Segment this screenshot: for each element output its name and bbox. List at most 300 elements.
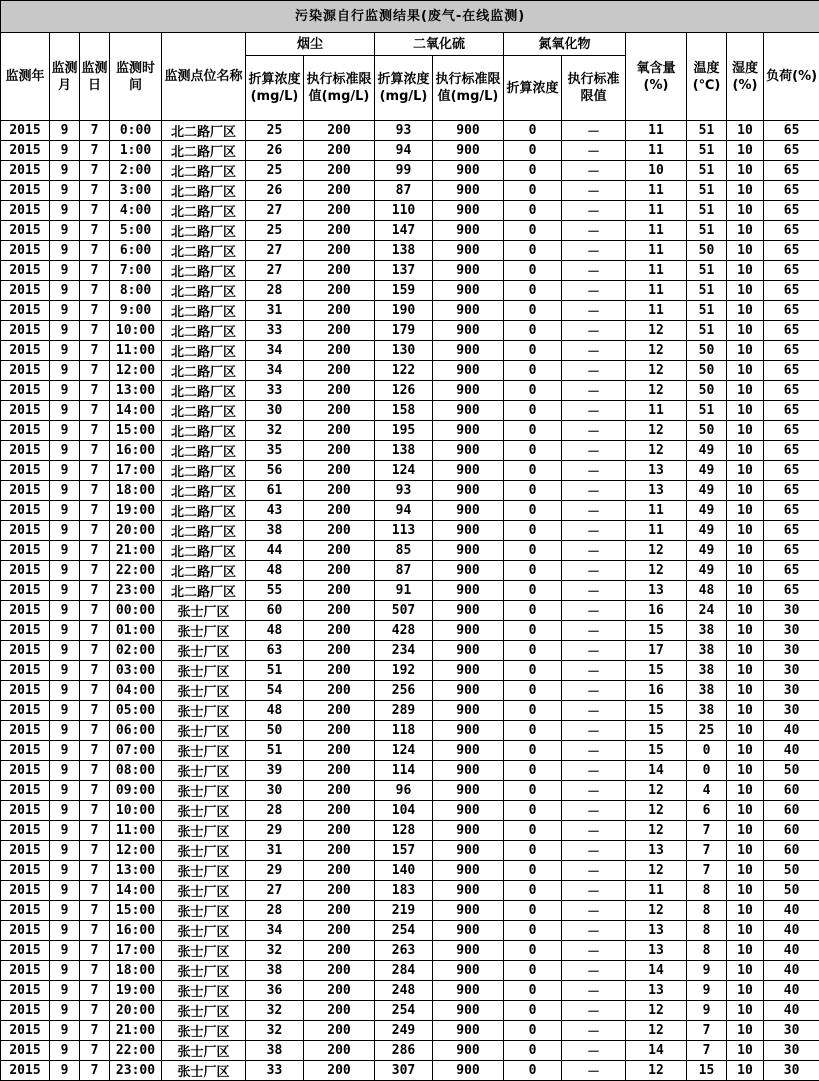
cell-so2-limit: 900 xyxy=(433,1001,504,1021)
cell-load: 30 xyxy=(764,1041,819,1061)
cell-so2-conc: 104 xyxy=(375,801,433,821)
cell-site: 张士厂区 xyxy=(162,881,246,901)
cell-nox-limit: － xyxy=(562,441,626,461)
cell-load: 65 xyxy=(764,521,819,541)
cell-humidity: 10 xyxy=(727,701,764,721)
cell-humidity: 10 xyxy=(727,521,764,541)
cell-humidity: 10 xyxy=(727,141,764,161)
cell-load: 40 xyxy=(764,981,819,1001)
cell-time: 08:00 xyxy=(110,761,162,781)
cell-time: 06:00 xyxy=(110,721,162,741)
cell-time: 13:00 xyxy=(110,861,162,881)
cell-site: 北二路厂区 xyxy=(162,321,246,341)
cell-nox-conc: 0 xyxy=(504,341,562,361)
cell-oxygen: 12 xyxy=(626,781,687,801)
cell-month: 9 xyxy=(50,1021,80,1041)
cell-so2-limit: 900 xyxy=(433,541,504,561)
cell-nox-limit: － xyxy=(562,281,626,301)
cell-so2-limit: 900 xyxy=(433,581,504,601)
cell-smoke-conc: 27 xyxy=(246,241,304,261)
cell-smoke-conc: 51 xyxy=(246,741,304,761)
cell-nox-conc: 0 xyxy=(504,261,562,281)
cell-so2-conc: 113 xyxy=(375,521,433,541)
cell-temperature: 51 xyxy=(687,261,727,281)
header-smoke-group: 烟尘 xyxy=(246,33,375,56)
cell-nox-limit: － xyxy=(562,761,626,781)
cell-humidity: 10 xyxy=(727,821,764,841)
cell-year: 2015 xyxy=(1,181,50,201)
cell-so2-conc: 190 xyxy=(375,301,433,321)
cell-year: 2015 xyxy=(1,381,50,401)
cell-time: 20:00 xyxy=(110,521,162,541)
cell-load: 65 xyxy=(764,581,819,601)
cell-day: 7 xyxy=(80,481,110,501)
cell-site: 北二路厂区 xyxy=(162,381,246,401)
cell-nox-limit: － xyxy=(562,261,626,281)
cell-month: 9 xyxy=(50,901,80,921)
cell-nox-conc: 0 xyxy=(504,421,562,441)
cell-nox-conc: 0 xyxy=(504,361,562,381)
cell-time: 12:00 xyxy=(110,841,162,861)
cell-load: 40 xyxy=(764,741,819,761)
cell-smoke-conc: 25 xyxy=(246,121,304,141)
cell-so2-conc: 286 xyxy=(375,1041,433,1061)
cell-temperature: 51 xyxy=(687,301,727,321)
cell-smoke-conc: 38 xyxy=(246,1041,304,1061)
cell-oxygen: 12 xyxy=(626,861,687,881)
cell-smoke-limit: 200 xyxy=(304,261,375,281)
cell-site: 北二路厂区 xyxy=(162,301,246,321)
cell-so2-limit: 900 xyxy=(433,361,504,381)
cell-year: 2015 xyxy=(1,641,50,661)
cell-humidity: 10 xyxy=(727,1061,764,1081)
cell-so2-limit: 900 xyxy=(433,201,504,221)
cell-nox-limit: － xyxy=(562,381,626,401)
cell-nox-conc: 0 xyxy=(504,901,562,921)
cell-oxygen: 15 xyxy=(626,661,687,681)
table-row xyxy=(1,901,819,921)
cell-oxygen: 15 xyxy=(626,701,687,721)
header-time: 监测时间 xyxy=(110,33,162,121)
cell-load: 60 xyxy=(764,841,819,861)
table-row xyxy=(1,321,819,341)
cell-so2-conc: 284 xyxy=(375,961,433,981)
table-row xyxy=(1,961,819,981)
cell-so2-limit: 900 xyxy=(433,1041,504,1061)
cell-year: 2015 xyxy=(1,521,50,541)
cell-site: 张士厂区 xyxy=(162,1041,246,1061)
cell-time: 17:00 xyxy=(110,461,162,481)
cell-day: 7 xyxy=(80,341,110,361)
cell-day: 7 xyxy=(80,221,110,241)
cell-year: 2015 xyxy=(1,481,50,501)
cell-load: 50 xyxy=(764,761,819,781)
cell-smoke-limit: 200 xyxy=(304,141,375,161)
cell-oxygen: 12 xyxy=(626,1021,687,1041)
cell-temperature: 48 xyxy=(687,581,727,601)
cell-temperature: 0 xyxy=(687,741,727,761)
cell-oxygen: 12 xyxy=(626,1061,687,1081)
cell-so2-conc: 192 xyxy=(375,661,433,681)
cell-load: 65 xyxy=(764,441,819,461)
cell-so2-conc: 254 xyxy=(375,921,433,941)
cell-month: 9 xyxy=(50,861,80,881)
cell-site: 张士厂区 xyxy=(162,961,246,981)
cell-smoke-limit: 200 xyxy=(304,321,375,341)
table-row xyxy=(1,1001,819,1021)
cell-time: 05:00 xyxy=(110,701,162,721)
cell-time: 15:00 xyxy=(110,901,162,921)
cell-smoke-limit: 200 xyxy=(304,181,375,201)
cell-oxygen: 13 xyxy=(626,921,687,941)
header-so2-conc: 折算浓度(mg/L) xyxy=(375,56,433,121)
cell-oxygen: 12 xyxy=(626,821,687,841)
cell-oxygen: 11 xyxy=(626,281,687,301)
cell-oxygen: 12 xyxy=(626,421,687,441)
cell-oxygen: 11 xyxy=(626,881,687,901)
table-row xyxy=(1,941,819,961)
cell-so2-conc: 91 xyxy=(375,581,433,601)
cell-nox-conc: 0 xyxy=(504,281,562,301)
cell-month: 9 xyxy=(50,741,80,761)
cell-temperature: 38 xyxy=(687,681,727,701)
table-row xyxy=(1,401,819,421)
cell-smoke-limit: 200 xyxy=(304,721,375,741)
cell-so2-limit: 900 xyxy=(433,661,504,681)
cell-year: 2015 xyxy=(1,941,50,961)
header-oxygen: 氧含量(%) xyxy=(626,33,687,121)
cell-so2-limit: 900 xyxy=(433,681,504,701)
cell-smoke-limit: 200 xyxy=(304,461,375,481)
header-year: 监测年 xyxy=(1,33,50,121)
cell-nox-conc: 0 xyxy=(504,921,562,941)
cell-month: 9 xyxy=(50,441,80,461)
cell-humidity: 10 xyxy=(727,761,764,781)
cell-load: 65 xyxy=(764,121,819,141)
cell-oxygen: 12 xyxy=(626,361,687,381)
cell-nox-conc: 0 xyxy=(504,781,562,801)
cell-load: 30 xyxy=(764,1021,819,1041)
cell-day: 7 xyxy=(80,541,110,561)
cell-year: 2015 xyxy=(1,921,50,941)
cell-so2-limit: 900 xyxy=(433,741,504,761)
cell-so2-conc: 234 xyxy=(375,641,433,661)
cell-load: 65 xyxy=(764,481,819,501)
cell-year: 2015 xyxy=(1,141,50,161)
cell-nox-limit: － xyxy=(562,321,626,341)
cell-month: 9 xyxy=(50,941,80,961)
cell-load: 65 xyxy=(764,461,819,481)
cell-nox-limit: － xyxy=(562,961,626,981)
cell-site: 张士厂区 xyxy=(162,901,246,921)
table-body xyxy=(1,121,819,1081)
cell-smoke-conc: 61 xyxy=(246,481,304,501)
cell-year: 2015 xyxy=(1,1041,50,1061)
cell-time: 11:00 xyxy=(110,821,162,841)
cell-month: 9 xyxy=(50,661,80,681)
table-row xyxy=(1,861,819,881)
cell-site: 北二路厂区 xyxy=(162,421,246,441)
cell-humidity: 10 xyxy=(727,481,764,501)
cell-oxygen: 15 xyxy=(626,741,687,761)
cell-so2-conc: 138 xyxy=(375,241,433,261)
cell-smoke-limit: 200 xyxy=(304,241,375,261)
cell-nox-conc: 0 xyxy=(504,321,562,341)
cell-time: 22:00 xyxy=(110,1041,162,1061)
cell-nox-conc: 0 xyxy=(504,881,562,901)
cell-so2-conc: 140 xyxy=(375,861,433,881)
cell-temperature: 7 xyxy=(687,1021,727,1041)
cell-smoke-conc: 27 xyxy=(246,261,304,281)
header-temperature: 温度(℃) xyxy=(687,33,727,121)
cell-year: 2015 xyxy=(1,1001,50,1021)
table-row xyxy=(1,701,819,721)
cell-nox-limit: － xyxy=(562,601,626,621)
cell-nox-conc: 0 xyxy=(504,201,562,221)
table-row xyxy=(1,981,819,1001)
table-row xyxy=(1,141,819,161)
cell-smoke-limit: 200 xyxy=(304,421,375,441)
cell-nox-limit: － xyxy=(562,941,626,961)
cell-time: 21:00 xyxy=(110,1021,162,1041)
cell-smoke-conc: 28 xyxy=(246,901,304,921)
cell-year: 2015 xyxy=(1,161,50,181)
cell-oxygen: 13 xyxy=(626,841,687,861)
cell-humidity: 10 xyxy=(727,1001,764,1021)
cell-so2-limit: 900 xyxy=(433,781,504,801)
cell-load: 65 xyxy=(764,421,819,441)
cell-smoke-conc: 25 xyxy=(246,161,304,181)
cell-so2-conc: 99 xyxy=(375,161,433,181)
cell-month: 9 xyxy=(50,141,80,161)
cell-site: 张士厂区 xyxy=(162,921,246,941)
cell-smoke-limit: 200 xyxy=(304,901,375,921)
cell-humidity: 10 xyxy=(727,321,764,341)
table-row xyxy=(1,1041,819,1061)
cell-humidity: 10 xyxy=(727,801,764,821)
cell-humidity: 10 xyxy=(727,241,764,261)
cell-smoke-conc: 26 xyxy=(246,141,304,161)
cell-so2-limit: 900 xyxy=(433,921,504,941)
cell-nox-conc: 0 xyxy=(504,181,562,201)
cell-oxygen: 15 xyxy=(626,721,687,741)
cell-smoke-conc: 27 xyxy=(246,201,304,221)
cell-so2-conc: 307 xyxy=(375,1061,433,1081)
cell-day: 7 xyxy=(80,1041,110,1061)
cell-nox-conc: 0 xyxy=(504,461,562,481)
cell-humidity: 10 xyxy=(727,841,764,861)
cell-so2-limit: 900 xyxy=(433,121,504,141)
cell-load: 40 xyxy=(764,901,819,921)
cell-humidity: 10 xyxy=(727,361,764,381)
cell-month: 9 xyxy=(50,761,80,781)
cell-year: 2015 xyxy=(1,361,50,381)
cell-smoke-conc: 33 xyxy=(246,321,304,341)
cell-year: 2015 xyxy=(1,861,50,881)
cell-day: 7 xyxy=(80,181,110,201)
cell-smoke-limit: 200 xyxy=(304,881,375,901)
table-row xyxy=(1,301,819,321)
cell-load: 40 xyxy=(764,1001,819,1021)
cell-month: 9 xyxy=(50,981,80,1001)
cell-site: 北二路厂区 xyxy=(162,541,246,561)
cell-nox-limit: － xyxy=(562,901,626,921)
cell-site: 北二路厂区 xyxy=(162,181,246,201)
cell-load: 30 xyxy=(764,661,819,681)
cell-smoke-conc: 27 xyxy=(246,881,304,901)
cell-time: 12:00 xyxy=(110,361,162,381)
cell-nox-limit: － xyxy=(562,161,626,181)
cell-year: 2015 xyxy=(1,701,50,721)
table-row xyxy=(1,561,819,581)
cell-site: 张士厂区 xyxy=(162,1021,246,1041)
cell-load: 65 xyxy=(764,241,819,261)
cell-so2-limit: 900 xyxy=(433,961,504,981)
table-row xyxy=(1,341,819,361)
cell-month: 9 xyxy=(50,521,80,541)
cell-load: 65 xyxy=(764,321,819,341)
cell-nox-conc: 0 xyxy=(504,121,562,141)
table-row xyxy=(1,841,819,861)
cell-day: 7 xyxy=(80,821,110,841)
cell-day: 7 xyxy=(80,741,110,761)
cell-day: 7 xyxy=(80,701,110,721)
cell-smoke-limit: 200 xyxy=(304,681,375,701)
cell-day: 7 xyxy=(80,521,110,541)
cell-so2-conc: 195 xyxy=(375,421,433,441)
cell-year: 2015 xyxy=(1,801,50,821)
cell-month: 9 xyxy=(50,201,80,221)
cell-day: 7 xyxy=(80,601,110,621)
cell-year: 2015 xyxy=(1,261,50,281)
cell-nox-limit: － xyxy=(562,801,626,821)
cell-load: 60 xyxy=(764,801,819,821)
cell-nox-limit: － xyxy=(562,861,626,881)
cell-so2-limit: 900 xyxy=(433,701,504,721)
cell-day: 7 xyxy=(80,641,110,661)
cell-temperature: 50 xyxy=(687,241,727,261)
cell-oxygen: 14 xyxy=(626,1041,687,1061)
cell-nox-conc: 0 xyxy=(504,481,562,501)
cell-temperature: 38 xyxy=(687,661,727,681)
cell-day: 7 xyxy=(80,861,110,881)
cell-oxygen: 16 xyxy=(626,681,687,701)
cell-oxygen: 11 xyxy=(626,221,687,241)
cell-so2-limit: 900 xyxy=(433,801,504,821)
cell-smoke-conc: 32 xyxy=(246,1021,304,1041)
cell-day: 7 xyxy=(80,421,110,441)
page-title: 污染源自行监测结果(废气-在线监测) xyxy=(1,1,819,33)
cell-nox-conc: 0 xyxy=(504,161,562,181)
cell-temperature: 50 xyxy=(687,381,727,401)
cell-time: 20:00 xyxy=(110,1001,162,1021)
cell-so2-limit: 900 xyxy=(433,401,504,421)
cell-nox-conc: 0 xyxy=(504,501,562,521)
cell-nox-conc: 0 xyxy=(504,741,562,761)
cell-smoke-conc: 33 xyxy=(246,1061,304,1081)
cell-nox-limit: － xyxy=(562,521,626,541)
cell-so2-conc: 87 xyxy=(375,561,433,581)
cell-year: 2015 xyxy=(1,241,50,261)
cell-site: 北二路厂区 xyxy=(162,241,246,261)
cell-oxygen: 12 xyxy=(626,381,687,401)
cell-year: 2015 xyxy=(1,741,50,761)
cell-so2-limit: 900 xyxy=(433,521,504,541)
cell-oxygen: 13 xyxy=(626,941,687,961)
cell-smoke-conc: 35 xyxy=(246,441,304,461)
cell-temperature: 7 xyxy=(687,841,727,861)
cell-temperature: 49 xyxy=(687,481,727,501)
cell-smoke-limit: 200 xyxy=(304,801,375,821)
cell-day: 7 xyxy=(80,281,110,301)
cell-year: 2015 xyxy=(1,221,50,241)
cell-humidity: 10 xyxy=(727,861,764,881)
cell-humidity: 10 xyxy=(727,881,764,901)
cell-oxygen: 12 xyxy=(626,321,687,341)
cell-month: 9 xyxy=(50,601,80,621)
cell-time: 10:00 xyxy=(110,321,162,341)
cell-load: 65 xyxy=(764,261,819,281)
cell-nox-limit: － xyxy=(562,721,626,741)
cell-nox-conc: 0 xyxy=(504,401,562,421)
cell-nox-limit: － xyxy=(562,921,626,941)
cell-load: 30 xyxy=(764,641,819,661)
cell-humidity: 10 xyxy=(727,501,764,521)
cell-nox-limit: － xyxy=(562,241,626,261)
cell-so2-limit: 900 xyxy=(433,421,504,441)
cell-year: 2015 xyxy=(1,581,50,601)
cell-site: 张士厂区 xyxy=(162,721,246,741)
table-row xyxy=(1,1021,819,1041)
cell-nox-limit: － xyxy=(562,401,626,421)
cell-site: 北二路厂区 xyxy=(162,401,246,421)
cell-oxygen: 12 xyxy=(626,441,687,461)
cell-smoke-conc: 60 xyxy=(246,601,304,621)
cell-day: 7 xyxy=(80,401,110,421)
cell-nox-limit: － xyxy=(562,841,626,861)
cell-day: 7 xyxy=(80,721,110,741)
cell-nox-conc: 0 xyxy=(504,821,562,841)
cell-smoke-conc: 34 xyxy=(246,361,304,381)
cell-day: 7 xyxy=(80,661,110,681)
table-row xyxy=(1,801,819,821)
cell-site: 北二路厂区 xyxy=(162,441,246,461)
cell-smoke-limit: 200 xyxy=(304,941,375,961)
table-row xyxy=(1,821,819,841)
cell-temperature: 49 xyxy=(687,541,727,561)
cell-nox-limit: － xyxy=(562,661,626,681)
cell-so2-limit: 900 xyxy=(433,441,504,461)
cell-load: 65 xyxy=(764,341,819,361)
cell-time: 17:00 xyxy=(110,941,162,961)
cell-so2-limit: 900 xyxy=(433,761,504,781)
table-row xyxy=(1,421,819,441)
cell-smoke-limit: 200 xyxy=(304,581,375,601)
cell-time: 15:00 xyxy=(110,421,162,441)
cell-oxygen: 12 xyxy=(626,1001,687,1021)
cell-humidity: 10 xyxy=(727,541,764,561)
cell-smoke-conc: 48 xyxy=(246,621,304,641)
cell-nox-conc: 0 xyxy=(504,961,562,981)
cell-day: 7 xyxy=(80,941,110,961)
cell-smoke-limit: 200 xyxy=(304,981,375,1001)
cell-day: 7 xyxy=(80,841,110,861)
cell-humidity: 10 xyxy=(727,121,764,141)
cell-so2-conc: 256 xyxy=(375,681,433,701)
cell-day: 7 xyxy=(80,1021,110,1041)
cell-smoke-limit: 200 xyxy=(304,621,375,641)
cell-year: 2015 xyxy=(1,201,50,221)
